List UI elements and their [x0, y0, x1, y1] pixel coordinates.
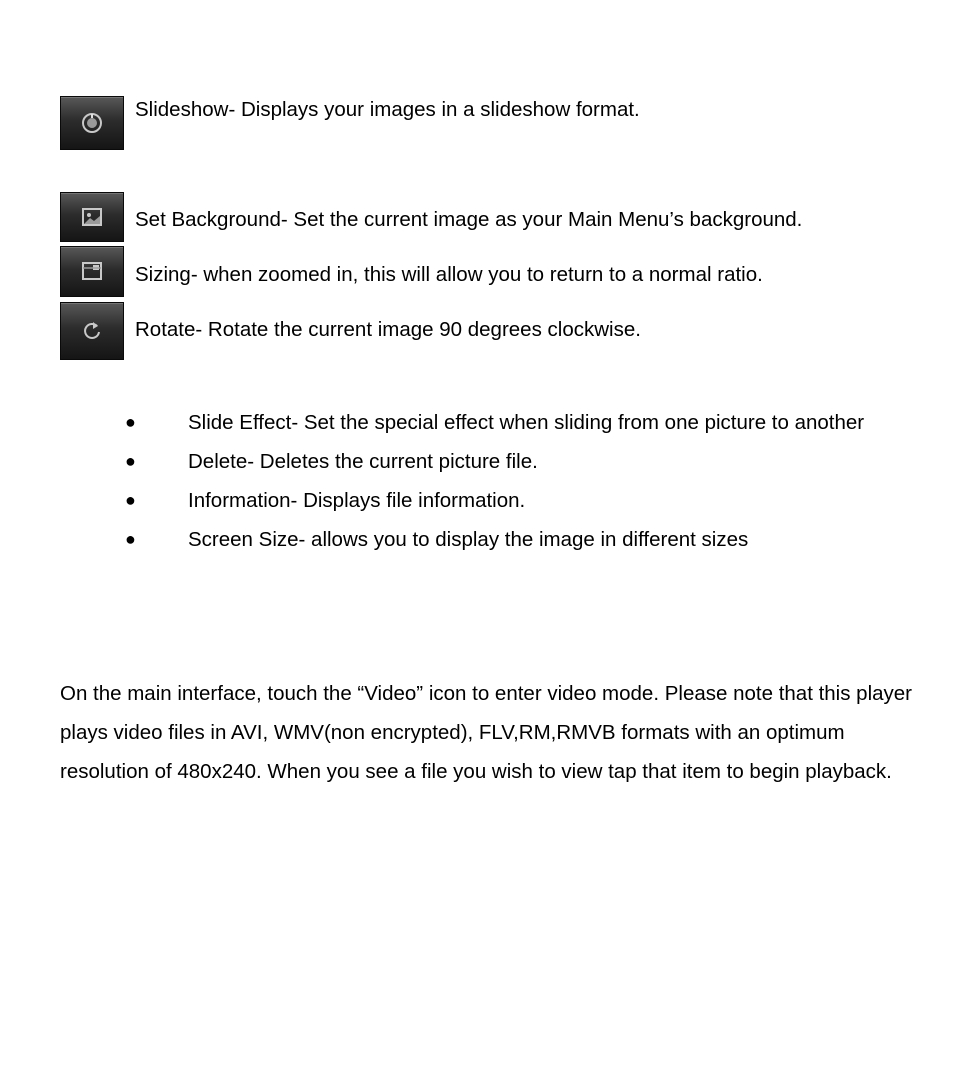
- list-item: [0, 442, 868, 481]
- video-mode-paragraph: On the main interface, touch the “Video” icon to enter video mode. Please note that this player plays video files in AVI, WMV(non encrypted), FLV,RM,RMVB formats with an optimum resolution of 480x240. When you see a file you wish to view tap that item to begin playback.: [60, 682, 913, 783]
- bullet-icon: ●: [125, 490, 136, 510]
- rotate-description: Rotate- Rotate the current image 90 degrees clockwise.: [135, 318, 641, 341]
- set-background-icon[interactable]: [60, 192, 124, 242]
- sizing-description: Sizing- when zoomed in, this will allow you to return to a normal ratio.: [135, 263, 763, 286]
- slideshow-icon[interactable]: [60, 96, 124, 150]
- bullet-icon: ●: [125, 412, 136, 432]
- bullet-icon: ●: [125, 451, 136, 471]
- list-item: [0, 403, 868, 442]
- slideshow-description: Slideshow- Displays your images in a slideshow format.: [135, 98, 640, 121]
- list-item: [0, 520, 868, 559]
- bullet-text: Delete- Deletes the current picture file.: [188, 450, 538, 473]
- sizing-icon[interactable]: [60, 246, 124, 297]
- bullet-icon: ●: [125, 529, 136, 549]
- feature-bullet-list: [0, 403, 954, 559]
- bullet-text: Information- Displays file information.: [188, 489, 526, 512]
- rotate-icon[interactable]: [60, 302, 124, 360]
- set-background-description: Set Background- Set the current image as your Main Menu’s background.: [135, 208, 803, 231]
- bullet-text: Slide Effect- Set the special effect when sliding from one picture to another: [188, 411, 865, 434]
- list-item: [0, 481, 868, 520]
- bullet-text: Screen Size- allows you to display the image in different sizes: [188, 528, 749, 551]
